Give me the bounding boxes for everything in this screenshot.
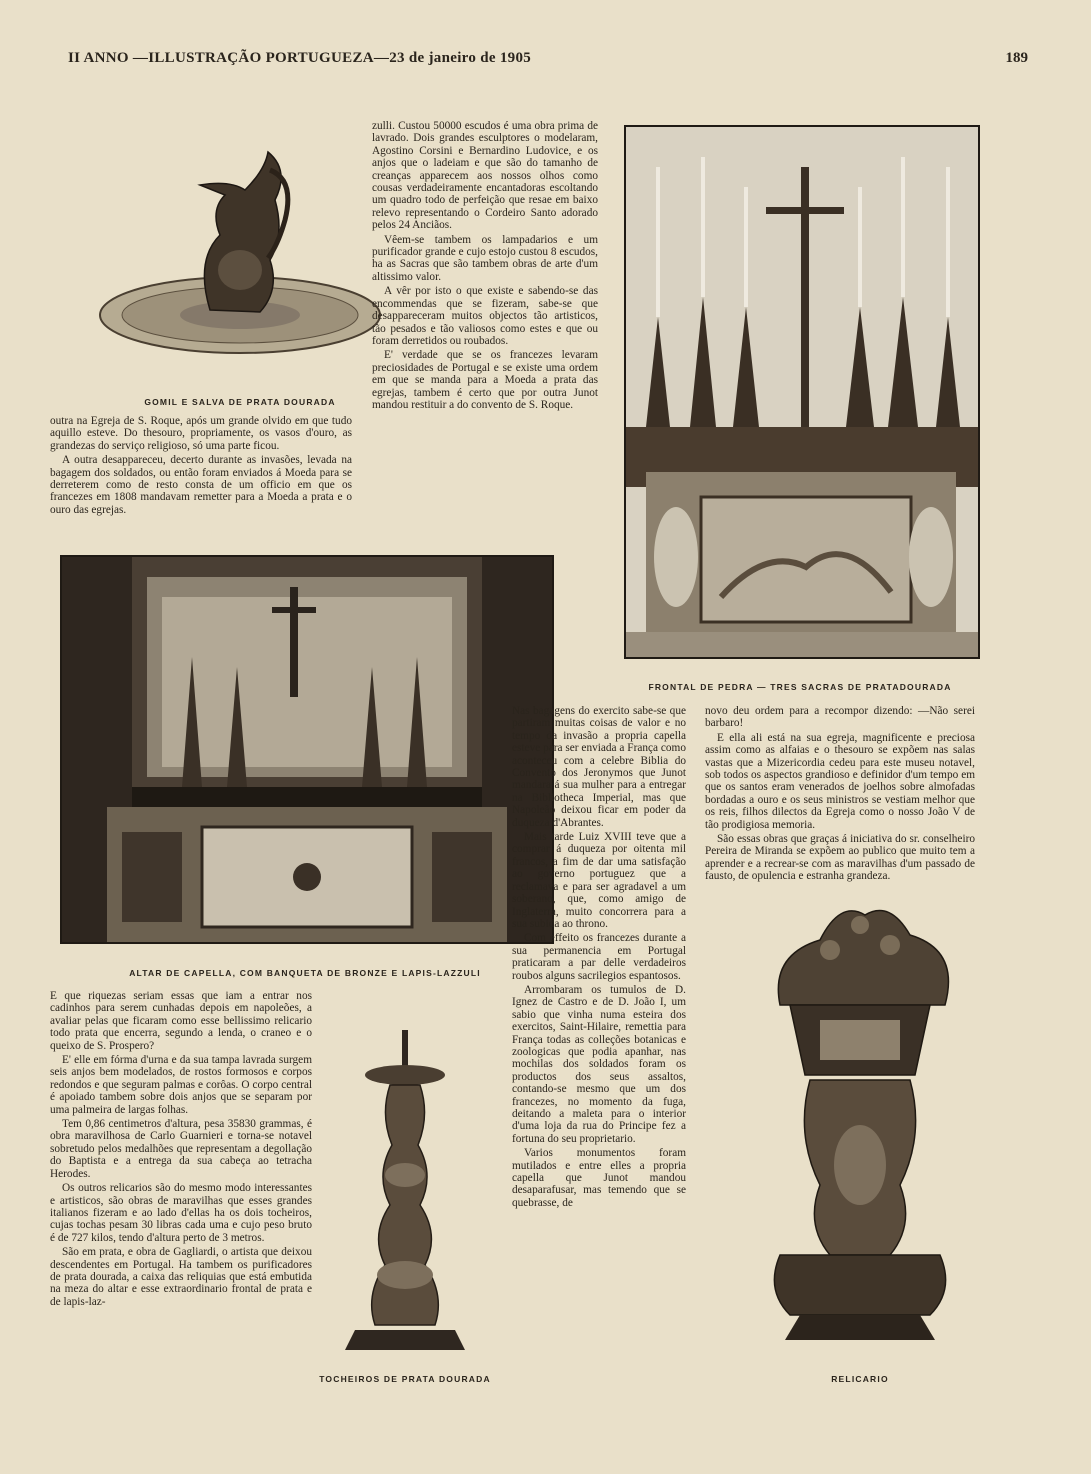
paragraph: A vêr por isto o que existe e sabendo-se das encommendas que se fizeram, sabe-se que desappareceram muitos objectos tão artisticos, tão pesados e tão valiosos como estes e que ou foram derretidos ou roubados. [372, 285, 598, 347]
frontal-photo [624, 125, 980, 659]
paragraph: Com effeito os francezes durante a sua permanencia em Portugal praticaram a par delle verdadeiros roubos alguns sacrilegios espantosos. [512, 932, 686, 982]
text-block-a [50, 415, 352, 540]
caption-relicario: RELICARIO [831, 1374, 889, 1384]
paragraph: E' verdade que se os francezes levaram preciosidades de Portugal e se existe uma ordem em que se manda para a Moeda a prata das egrejas, tambem é certo que por outra Junot mandou restituir a do convento de S. Roque. [372, 349, 598, 411]
caption-tocheiros: TOCHEIROS DE PRATA DOURADA [319, 1374, 491, 1384]
text-block-e [50, 990, 312, 1390]
paragraph: E que riquezas seriam essas que iam a entrar nos cadinhos para serem cunhadas depois em napoleões, a avaliar pelas que ficaram como esse bellissimo relicario todo prata que encerra, segundo a lenda, o craneo e o queixo de S. Prospero? [50, 990, 312, 1052]
paragraph: Tem 0,86 centimetros d'altura, pesa 35830 grammas, é obra maravilhosa de Carlo Guarnieri e torna-se notavel sobretudo pelos medalhões que representam a degollação do Baptista e a entrega da sua cabeça ao tetracha Herodes. [50, 1118, 312, 1180]
tocheiros-illustration [330, 1025, 480, 1360]
paragraph: Varios monumentos foram mutilados e entre elles a propria capella que Junot mandou desaparafusar, mas temendo que se quebrasse, de [512, 1147, 686, 1209]
page-header [68, 50, 1028, 76]
paragraph: Os outros relicarios são do mesmo modo interessantes e artisticos, são obras de maravilhas que esses grandes italianos fizeram e ao lado d'ellas ha os dois tocheiros, cujas tochas pesam 30 libras cada uma e cujo peso bruto é de 727 kilos, tendo d'altura perto de 3 metros. [50, 1182, 312, 1244]
paragraph: E' elle em fórma d'urna e da sua tampa lavrada surgem seis anjos bem modelados, de rostos formosos e corpos redondos e que seguram palmas e corôas. O corpo central é apoiado tambem sobre dois anjos que se separam por uma palmeira de largas folhas. [50, 1054, 312, 1116]
text-block-c [512, 705, 686, 1388]
paragraph: outra na Egreja de S. Roque, após um grande olvido em que tudo aquillo esteve. Do thesouro, propriamente, os vasos d'ouro, as grandezas do serviço religioso, só uma parte ficou. [50, 415, 352, 452]
paragraph: Vêem-se tambem os lampadarios e um purificador grande e cujo estojo custou 8 escudos, ha as Sacras que são tambem obras de arte d'um altissimo valor. [372, 233, 598, 283]
paragraph: São em prata, e obra de Gagliardi, o artista que deixou descendentes em Portugal. Ha tambem os purificadores de prata dourada, a caixa das reliquias que está embutida na meza do altar e esse extraordinario frontal de prata e de lapis-laz- [50, 1246, 312, 1308]
paragraph: A outra desappareceu, decerto durante as invasões, levada na bagagem dos soldados, ou então foram enviados á Moeda para se derreterem como de resto consta de um officio em que os francezes em 1808 mandavam remetter para a Moeda a prata e o ouro das egrejas. [50, 454, 352, 516]
paragraph: Mais tarde Luiz XVIII teve que a comprar á duqueza por oitenta mil francos, a fim de dar uma satisfação ao governo portuguez que a reclamava e para ser agradavel a um soberano, que, como amigo de Inglaterra, muito concorrera para a sua subida ao throno. [512, 831, 686, 930]
paragraph: E ella ali está na sua egreja, magnificente e preciosa assim como as alfaias e o thesouro se expõem nas salas vastas que a Mizericordia cedeu para este museu notavel, sob todos os aspectos grandioso e definidor d'um tempo em que os santos eram venerados de joelhos sobre almofadas bordadas a ouro e os seus ministros se vestiam melhor que os reis, filhos dilectos da Egreja como o nosso João V de tão prodigiosa memoria. [705, 731, 975, 831]
paragraph: zulli. Custou 50000 escudos é uma obra prima de lavrado. Dois grandes esculptores o modelaram, Agostino Corsini e Bernardino Ludovice, e os anjos que o ladeiam e que são do tamanho de creanças apparecem aos nossos olhos como cousas verdadeiramente encantadoras escoltando um quadro todo de perfeição que resae em baixo relevo representando o Cordeiro Santo adorado pelos 24 Anciãos. [372, 120, 598, 232]
page-number: 189 [1005, 50, 1028, 66]
caption-altar: ALTAR DE CAPELLA, COM BANQUETA DE BRONZE E LAPIS-LAZZULI [129, 968, 481, 978]
running-title: II ANNO —ILLUSTRAÇÃO PORTUGUEZA—23 de janeiro de 1905 [68, 50, 532, 66]
altar-photo [60, 555, 554, 944]
text-block-d [705, 705, 975, 885]
paragraph: Nas bagagens do exercito sabe-se que partiram muitas coisas de valor e no tempo da invasão a propria capella esteve para ser enviada a França como aconteceu com a celebre Biblia do Convento dos Jeronymos que Junot mandara á sua mulher para a entregar na Bibliotheca Imperial, mas que Napoleão deixou ficar em poder da duqueza d'Abrantes. [512, 705, 686, 829]
text-block-b [372, 120, 598, 545]
caption-frontal: FRONTAL DE PEDRA — TRES SACRAS DE PRATADOURADA [648, 682, 952, 692]
caption-gomil: GOMIL E SALVA DE PRATA DOURADA [144, 397, 336, 407]
relicario-illustration [740, 895, 980, 1350]
paragraph: São essas obras que graças á iniciativa do sr. conselheiro Pereira de Miranda se expõem ao publico que muito tem a aprender e a recrear-se com as maravilhas d'um passado de fausto, de opulencia e estranha grandeza. [705, 833, 975, 883]
paragraph: Arrombaram os tumulos de D. Ignez de Castro e de D. João I, um sabio que vinha numa esteira dos exercitos, Saint-Hilaire, remettia para França todas as colleções botanicas e zoologicas que podia apanhar, nas mochilas dos soldados foram os productos dos seus assaltos, contando-se mesmo que um dos francezes, no momento da fuga, deitando a maleta para o interior d'uma loja da rua do Principe fez a fortuna do seu proprietario. [512, 983, 686, 1145]
paragraph: novo deu ordem para a recompor dizendo: —Não serei barbaro! [705, 705, 975, 730]
gomil-illustration [90, 140, 390, 370]
